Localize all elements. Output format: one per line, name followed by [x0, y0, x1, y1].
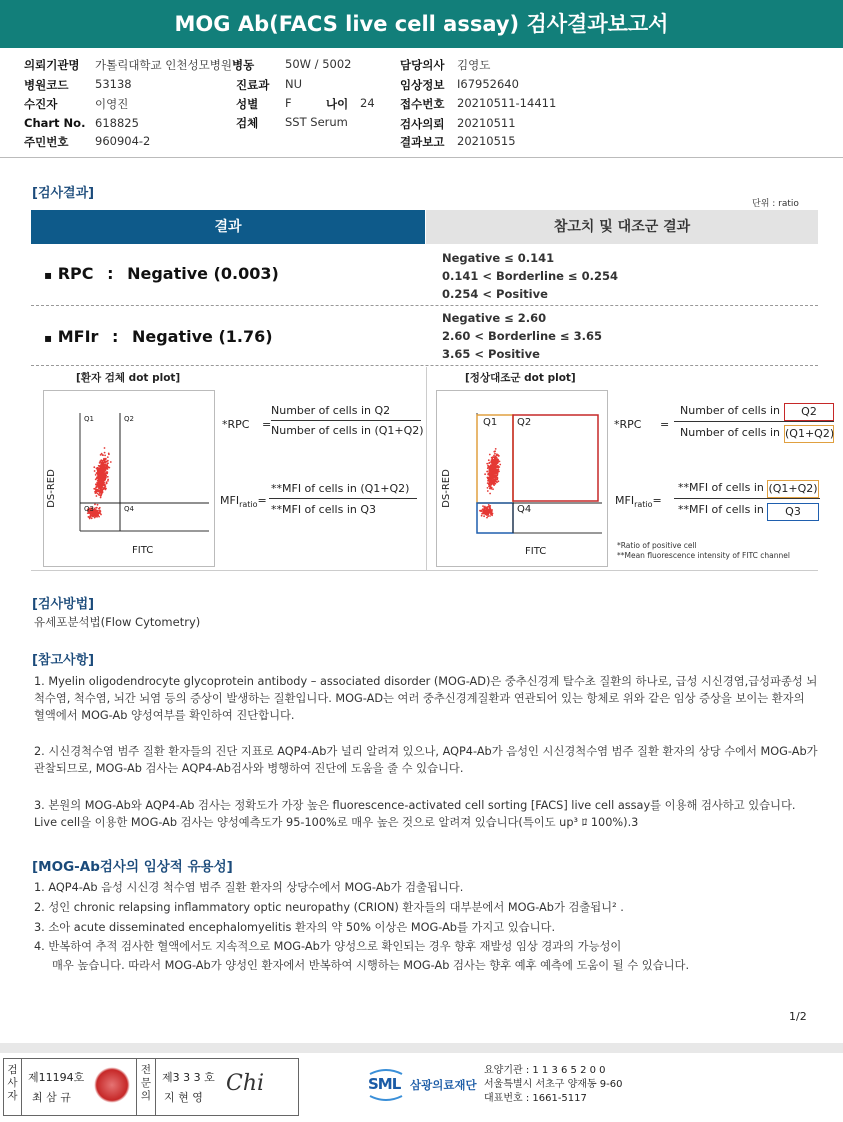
report-label: 결과보고 — [400, 135, 445, 149]
mfi-sub: ratio — [239, 500, 258, 510]
scatter-dot — [491, 475, 493, 477]
divider — [31, 365, 818, 366]
control-y-label: DS-RED — [440, 469, 452, 508]
scatter-dot — [99, 494, 101, 496]
scatter-dot — [101, 488, 103, 490]
q2-box: Q2 — [784, 403, 834, 421]
rpc-denominator: Number of cells in (Q1+Q2) — [271, 424, 424, 437]
scatter-dot — [100, 480, 102, 482]
scatter-dot — [490, 479, 492, 481]
agency-label: 의뢰기관명 — [24, 58, 80, 72]
scatter-dot — [96, 489, 98, 491]
q3-box: Q3 — [767, 503, 819, 521]
scatter-dot — [103, 467, 105, 469]
rpc-value: Negative (0.003) — [127, 264, 279, 283]
scatter-dot — [100, 497, 102, 499]
scatter-dot — [493, 473, 495, 475]
scatter-dot — [487, 514, 489, 516]
scatter-dot — [496, 457, 498, 459]
scatter-dot — [490, 473, 492, 475]
mfir-ref-line: 3.65 < Positive — [442, 347, 540, 361]
scatter-dot — [104, 447, 106, 449]
dept-value: NU — [285, 77, 303, 91]
scatter-dot — [97, 504, 99, 506]
method-heading: [검사방법] — [32, 597, 95, 612]
mfir-ref-line: Negative ≤ 2.60 — [442, 311, 547, 325]
scatter-dot — [100, 465, 102, 467]
scatter-dot — [98, 508, 100, 510]
control-rpc-label: *RPC — [614, 418, 642, 431]
scatter-dot — [499, 461, 501, 463]
control-q1-label: Q1 — [483, 417, 498, 428]
footer-band — [0, 1043, 843, 1053]
equals: = — [262, 418, 272, 431]
scatter-dot — [495, 479, 497, 481]
examiner-label: 검사자 — [4, 1059, 22, 1115]
scatter-dot — [490, 511, 492, 513]
control-q4-label: Q4 — [517, 504, 532, 515]
scatter-dot — [100, 468, 102, 470]
scatter-dot — [486, 463, 488, 465]
scatter-dot — [486, 511, 488, 513]
scatter-dot — [97, 471, 99, 473]
scatter-dot — [497, 459, 499, 461]
scatter-dot — [495, 471, 497, 473]
scatter-dot — [99, 484, 101, 486]
mfir-label: MFIr — [57, 327, 99, 346]
page-number: 1/2 — [789, 1010, 807, 1023]
rpc-ref-line: 0.254 < Positive — [442, 287, 548, 301]
scatter-dot — [486, 506, 488, 508]
dept-label: 진료과 — [236, 78, 270, 92]
specialist-number: 제3 3 3 호 — [162, 1071, 215, 1084]
scatter-dot — [94, 504, 96, 506]
control-mfi-den-prefix: **MFI of cells in — [678, 503, 764, 516]
scatter-dot — [90, 516, 92, 518]
sex-value: F — [285, 96, 292, 110]
scatter-dot — [489, 481, 491, 483]
specimen-value: SST Serum — [285, 115, 348, 129]
control-mfi-formula-label: $MFI_{ratio}=$ — [615, 494, 662, 510]
scatter-dot — [104, 477, 106, 479]
rrn-label: 주민번호 — [24, 135, 69, 149]
scatter-dot — [497, 469, 499, 471]
control-plot-caption: [정상대조군 dot plot] — [465, 372, 576, 384]
org-address: 서울특별시 서초구 양재동 9-60 — [484, 1079, 623, 1090]
scatter-dot — [484, 473, 486, 475]
scatter-dot — [103, 478, 105, 480]
scatter-dot — [99, 474, 101, 476]
specialist-signature: Chi — [226, 1071, 265, 1096]
scatter-dot — [482, 505, 484, 507]
ward-value: 50W / 5002 — [285, 57, 352, 71]
plot-bottom-divider — [31, 570, 818, 571]
reference-heading: [참고사항] — [32, 653, 95, 668]
examiner-name: 최 삼 규 — [32, 1091, 71, 1104]
scatter-dot — [101, 476, 103, 478]
examiner-seal-icon — [94, 1067, 130, 1103]
sml-logo-icon — [366, 1064, 406, 1104]
scatter-dot — [104, 455, 106, 457]
scatter-dot — [99, 462, 101, 464]
age-label: 나이 — [326, 97, 349, 111]
scatter-dot — [92, 514, 94, 516]
specialist-label: 전문의 — [136, 1059, 156, 1115]
scatter-dot — [488, 459, 490, 461]
scatter-dot — [99, 477, 101, 479]
scatter-dot — [97, 473, 99, 475]
scatter-dot — [103, 484, 105, 486]
sex-label: 성별 — [236, 97, 259, 111]
method-text: 유세포분석법(Flow Cytometry) — [34, 615, 201, 629]
scatter-dot — [489, 469, 491, 471]
info-divider — [0, 157, 843, 158]
scatter-dot — [110, 461, 112, 463]
scatter-dot — [104, 488, 106, 490]
scatter-dot — [492, 477, 494, 479]
patient-label: 수진자 — [24, 97, 58, 111]
req-label: 검사의뢰 — [400, 117, 445, 131]
scatter-dot — [489, 454, 491, 456]
divider — [31, 305, 818, 306]
scatter-dot — [102, 454, 104, 456]
control-mfi-sub: ratio — [634, 500, 653, 510]
scatter-dot — [483, 515, 485, 517]
fraction-bar — [269, 498, 417, 499]
examiner-number: 제11194호 — [28, 1071, 85, 1084]
rpc-formula-label: *RPC — [222, 418, 250, 431]
clinical-heading: [MOG-Ab검사의 임상적 유용성] — [32, 859, 233, 875]
scatter-dot — [487, 473, 489, 475]
scatter-dot — [98, 482, 100, 484]
scatter-dot — [101, 474, 103, 476]
hosp-code-label: 병원코드 — [24, 78, 69, 92]
scatter-dot — [99, 512, 101, 514]
doctor-value: 김영도 — [457, 58, 491, 72]
patient-value: 이영진 — [95, 97, 129, 111]
chart-label: Chart No. — [24, 116, 86, 130]
scatter-dot — [482, 510, 484, 512]
scatter-dot — [104, 461, 106, 463]
scatter-dot — [489, 493, 491, 495]
fraction-bar — [271, 420, 421, 421]
scatter-dot — [106, 465, 108, 467]
scatter-dot — [494, 463, 496, 465]
control-mfi-label: MFI — [615, 494, 635, 507]
scatter-dot — [99, 468, 101, 470]
scatter-dot — [98, 516, 100, 518]
scatter-dot — [95, 514, 97, 516]
scatter-dot — [481, 515, 483, 517]
org-info — [484, 1064, 623, 1106]
scatter-dot — [100, 487, 102, 489]
mfi-formula-label: $MFI_{ratio}=$ — [220, 494, 267, 510]
note-mfi: **Mean fluorescence intensity of FITC channel — [617, 551, 790, 560]
scatter-dot — [106, 460, 108, 462]
rpc-row: ▪ RPC : Negative (0.003) — [44, 264, 279, 283]
scatter-dot — [101, 453, 103, 455]
mfir-ref-line: 2.60 < Borderline ≤ 3.65 — [442, 329, 602, 343]
mfi-denominator: **MFI of cells in Q3 — [271, 503, 376, 516]
scatter-dot — [101, 466, 103, 468]
scatter-dot — [484, 507, 486, 509]
scatter-dot — [107, 476, 109, 478]
unit-text: 단위 : ratio — [752, 199, 799, 209]
control-q2-label: Q2 — [517, 417, 532, 428]
scatter-dot — [499, 464, 501, 466]
control-rpc-num-prefix: Number of cells in — [680, 404, 780, 417]
equals: = — [660, 418, 670, 431]
scatter-dot — [487, 487, 489, 489]
rrn-value: 960904-2 — [95, 134, 151, 148]
scatter-dot — [103, 470, 105, 472]
scatter-dot — [96, 490, 98, 492]
scatter-dot — [106, 483, 108, 485]
patient-dot-plot — [43, 390, 215, 567]
reference-column-header: 참고치 및 대조군 결과 — [426, 210, 818, 244]
scatter-dot — [104, 452, 106, 454]
note-ratio: *Ratio of positive cell — [617, 541, 697, 550]
scatter-dot — [103, 458, 105, 460]
reference-paragraph-3: 3. 본원의 MOG-Ab와 AQP4-Ab 검사는 정확도가 가장 높은 fluorescence-activated cell sorting [FACS] live cell assay를 이용해 검사하고 있습니다. Live cell을 이용한 MOG-Ab 검사는 양성예측도가 95-100%로 매우 높은 것으로 알려져 있습니다(특이도 up³ ﾛ 100%).3 — [34, 799, 796, 829]
receipt-value: 20210511-14411 — [457, 96, 557, 110]
receipt-label: 접수번호 — [400, 97, 445, 111]
scatter-dot — [493, 455, 495, 457]
fraction-bar — [674, 498, 820, 499]
scatter-dot — [496, 478, 498, 480]
control-mfi-num-prefix: **MFI of cells in — [678, 481, 764, 494]
mfir-row: ▪ MFIr : Negative (1.76) — [44, 327, 273, 346]
scatter-dot — [108, 453, 110, 455]
scatter-dot — [95, 484, 97, 486]
scatter-dot — [487, 478, 489, 480]
scatter-dot — [482, 512, 484, 514]
rpc-reference — [442, 249, 618, 303]
fraction-bar — [674, 421, 834, 422]
scatter-dot — [489, 505, 491, 507]
scatter-dot — [106, 463, 108, 465]
control-rpc-den-prefix: Number of cells in — [680, 426, 780, 439]
scatter-dot — [96, 478, 98, 480]
scatter-dot — [96, 495, 98, 497]
q1q2-box: (Q1+Q2) — [784, 425, 834, 443]
scatter-dot — [487, 480, 489, 482]
q2-label: Q2 — [124, 415, 134, 423]
reference-paragraph-2: 2. 시신경척수염 범주 질환 환자들의 진단 지표로 AQP4-Ab가 널리 알려져 있으나, AQP4-Ab가 음성인 시신경척수염 범주 질환 환자의 상당 수에서 MOG-Ab가 관찰되므로, MOG-Ab 검사는 AQP4-Ab검사와 병행하여 진단에 도움을 줄 수 있습니다. — [34, 745, 818, 775]
scatter-dot — [95, 474, 97, 476]
mfir-value: Negative (1.76) — [131, 327, 273, 346]
scatter-dot — [492, 488, 494, 490]
rpc-ref-line: Negative ≤ 0.141 — [442, 251, 555, 265]
patient-plot-caption: [환자 검체 dot plot] — [76, 372, 181, 384]
scatter-dot — [482, 508, 484, 510]
scatter-dot — [99, 510, 101, 512]
scatter-dot — [96, 512, 98, 514]
scatter-dot — [490, 476, 492, 478]
result-heading: [검사결과] — [32, 186, 95, 201]
doctor-label: 담당의사 — [400, 58, 445, 72]
scatter-dot — [108, 466, 110, 468]
org-code: 요양기관 : 1 1 3 6 5 2 0 0 — [484, 1065, 606, 1076]
specimen-label: 검체 — [236, 116, 259, 130]
scatter-dot — [102, 486, 104, 488]
scatter-dot — [99, 490, 101, 492]
patient-x-label: FITC — [132, 545, 154, 556]
logo-text: SML — [368, 1075, 401, 1093]
scatter-dot — [494, 461, 496, 463]
mfi-numerator: **MFI of cells in (Q1+Q2) — [271, 482, 410, 495]
clinical-label: 임상정보 — [400, 78, 445, 92]
rpc-label: RPC — [57, 264, 94, 283]
scatter-dot — [107, 456, 109, 458]
plot-divider — [426, 367, 427, 570]
scatter-dot — [497, 471, 499, 473]
clinical-value: I67952640 — [457, 77, 519, 91]
scatter-dot — [91, 517, 93, 519]
q4-label: Q4 — [124, 505, 134, 513]
clinical-item-continued: 매우 높습니다. 따라서 MOG-Ab가 양성인 환자에서 반복하여 시행하는 MOG-Ab 검사는 향후 예후 예측에 도움이 될 수 있습니다. — [52, 959, 690, 972]
q1q2-mfi-box: (Q1+Q2) — [767, 480, 819, 498]
scatter-dot — [489, 507, 491, 509]
control-x-label: FITC — [525, 546, 547, 557]
scatter-dot — [94, 470, 96, 472]
scatter-dot — [101, 480, 103, 482]
scatter-dot — [104, 476, 106, 478]
scatter-dot — [493, 469, 495, 471]
scatter-dot — [497, 454, 499, 456]
scatter-dot — [106, 471, 108, 473]
scatter-dot — [95, 507, 97, 509]
q1-label: Q1 — [84, 415, 94, 423]
scatter-dot — [495, 466, 497, 468]
control-dot-plot — [436, 390, 608, 567]
signature-box — [3, 1058, 299, 1116]
scatter-dot — [496, 474, 498, 476]
scatter-dot — [493, 484, 495, 486]
scatter-dot — [498, 480, 500, 482]
q3-label: Q3 — [84, 505, 94, 513]
patient-y-label: DS-RED — [45, 469, 57, 508]
result-column-header: 결과 — [31, 210, 425, 244]
age-value: 24 — [360, 96, 375, 110]
scatter-dot — [492, 467, 494, 469]
scatter-dot — [104, 467, 106, 469]
scatter-dot — [100, 463, 102, 465]
scatter-dot — [489, 515, 491, 517]
scatter-dot — [104, 485, 106, 487]
scatter-dot — [487, 471, 489, 473]
clinical-item: 1. AQP4-Ab 음성 시신경 척수염 범주 질환 환자의 상당수에서 MOG-Ab가 검출됩니다. — [34, 881, 464, 894]
specialist-name: 지 현 영 — [164, 1091, 203, 1104]
hosp-code-value: 53138 — [95, 77, 132, 91]
scatter-dot — [97, 510, 99, 512]
scatter-dot — [101, 471, 103, 473]
req-value: 20210511 — [457, 116, 516, 130]
scatter-dot — [487, 467, 489, 469]
scatter-dot — [107, 480, 109, 482]
agency-value: 가톨릭대학교 인천성모병원 — [95, 58, 232, 72]
rpc-ref-line: 0.141 < Borderline ≤ 0.254 — [442, 269, 618, 283]
scatter-dot — [492, 479, 494, 481]
scatter-dot — [486, 517, 488, 519]
scatter-dot — [494, 453, 496, 455]
clinical-item: 4. 반복하여 추적 검사한 혈액에서도 지속적으로 MOG-Ab가 양성으로 확인되는 경우 향후 재발성 임상 경과의 가능성이 — [34, 940, 622, 953]
scatter-dot — [495, 448, 497, 450]
report-title: MOG Ab(FACS live cell assay) 검사결과보고서 — [0, 0, 843, 48]
scatter-dot — [491, 457, 493, 459]
scatter-dot — [100, 514, 102, 516]
reference-paragraph-1: 1. Myelin oligodendrocyte glycoprotein antibody – associated disorder (MOG-AD)은 중추신경계 탈수초 질환의 하나로, 급성 시신경염,급성파종성 뇌척수염, 척수염, 뇌간 뇌염 등의 증상이 발생하는 질환입니다. MOG-AD는 여러 중추신경계질환과 연관되어 있는 항체로 위와 같은 임상 증상을 보이는 환자의 혈액에서 MOG-Ab 양성여부를 확인하여 진단합니다. — [34, 675, 818, 722]
org-name: 삼광의료재단 — [410, 1078, 477, 1092]
rpc-numerator: Number of cells in Q2 — [271, 404, 391, 417]
scatter-dot — [88, 516, 90, 518]
scatter-dot — [493, 459, 495, 461]
mfi-label: MFI — [220, 494, 240, 507]
scatter-dot — [490, 488, 492, 490]
chart-value: 618825 — [95, 116, 139, 130]
mfir-reference — [442, 309, 602, 363]
scatter-dot — [487, 465, 489, 467]
clinical-item: 3. 소아 acute disseminated encephalomyelitis 환자의 약 50% 이상은 MOG-Ab를 가지고 있습니다. — [34, 921, 556, 934]
ward-label: 병동 — [232, 58, 255, 72]
report-value: 20210515 — [457, 134, 516, 148]
scatter-dot — [487, 490, 489, 492]
org-phone: 대표번호 : 1661-5117 — [484, 1093, 587, 1104]
clinical-item: 2. 성인 chronic relapsing inflammatory optic neuropathy (CRION) 환자들의 대부분에서 MOG-Ab가 검출됩니² . — [34, 901, 624, 914]
scatter-dot — [93, 466, 95, 468]
scatter-dot — [493, 451, 495, 453]
scatter-dot — [488, 462, 490, 464]
scatter-dot — [492, 481, 494, 483]
scatter-dot — [486, 513, 488, 515]
